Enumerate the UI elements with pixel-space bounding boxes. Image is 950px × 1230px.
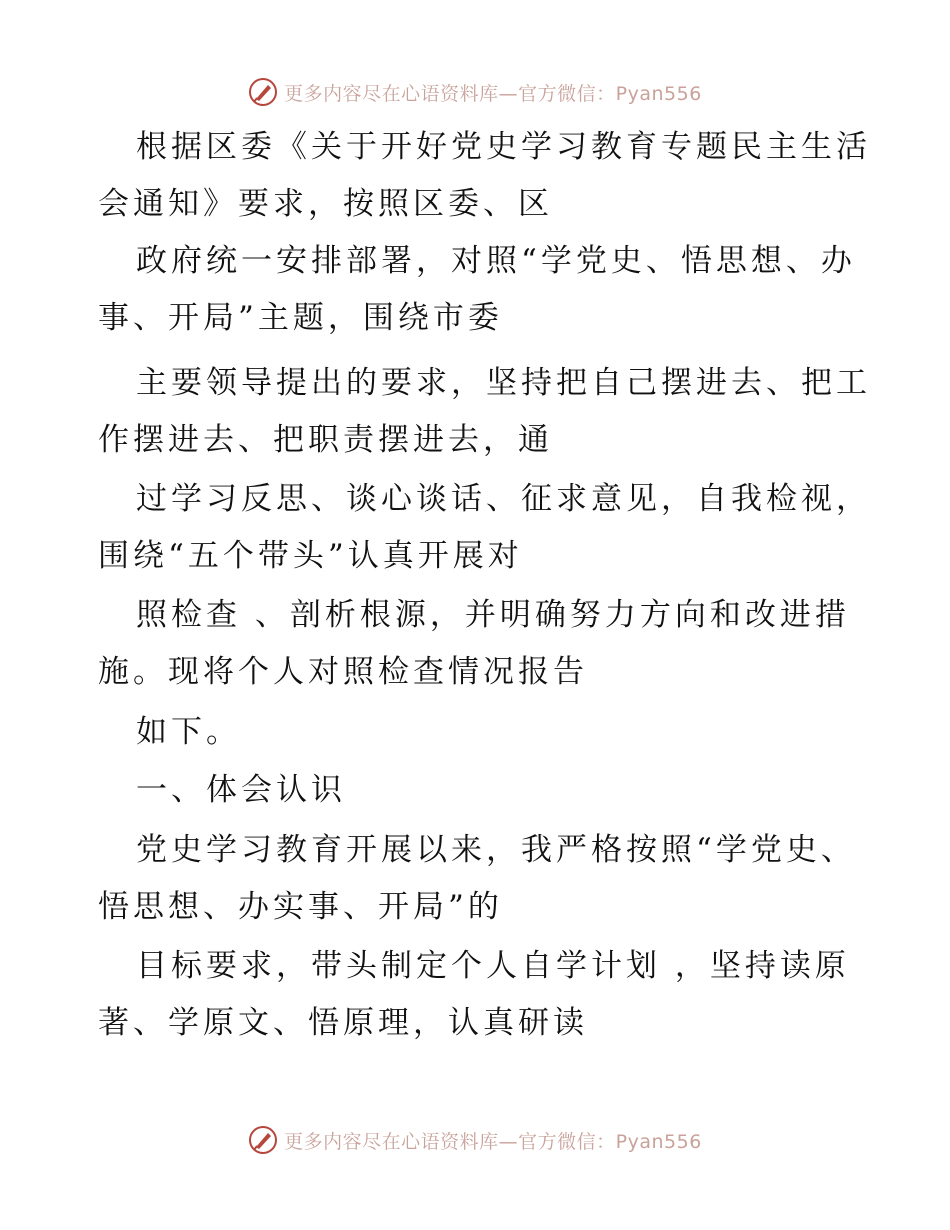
paragraph-line: 党史学习教育开展以来，我严格按照“学党史、 bbox=[136, 832, 856, 868]
paragraph-line: 目标要求，带头制定个人自学计划 ，坚持读原 bbox=[136, 948, 850, 984]
header-watermark bbox=[0, 72, 950, 112]
paragraph-line: 著、学原文、悟原理，认真研读 bbox=[98, 1005, 588, 1041]
watermark-text: 更多内容尽在心语资料库—官方微信：Pyan556 bbox=[284, 82, 702, 105]
paragraph-line: 围绕“五个带头”认真开展对 bbox=[98, 538, 523, 574]
paragraph-line: 如下。 bbox=[136, 714, 241, 750]
watermark-text: 更多内容尽在心语资料库—官方微信：Pyan556 bbox=[284, 1130, 702, 1153]
paragraph-line: 作摆进去、把职责摆进去，通 bbox=[98, 422, 553, 458]
paragraph-line: 过学习反思、谈心谈话、征求意见，自我检视， bbox=[136, 481, 871, 517]
quill-pen-logo-icon bbox=[248, 1125, 278, 1155]
section-heading: 一、体会认识 bbox=[136, 772, 346, 808]
paragraph-line: 事、开局”主题，围绕市委 bbox=[98, 300, 503, 336]
paragraph-line: 会通知》要求，按照区委、区 bbox=[98, 186, 553, 222]
paragraph-line: 主要领导提出的要求，坚持把自己摆进去、把工 bbox=[136, 365, 871, 401]
quill-pen-logo-icon bbox=[248, 77, 278, 107]
paragraph-line: 悟思想、办实事、开局”的 bbox=[98, 889, 503, 925]
paragraph-line: 施。现将个人对照检查情况报告 bbox=[98, 654, 588, 690]
paragraph-line: 政府统一安排部署，对照“学党史、悟思想、办 bbox=[136, 243, 856, 279]
paragraph-line: 照检查 、剖析根源，并明确努力方向和改进措 bbox=[136, 597, 850, 633]
footer-watermark bbox=[0, 1120, 950, 1160]
paragraph-line: 根据区委《关于开好党史学习教育专题民主生活 bbox=[136, 129, 871, 165]
